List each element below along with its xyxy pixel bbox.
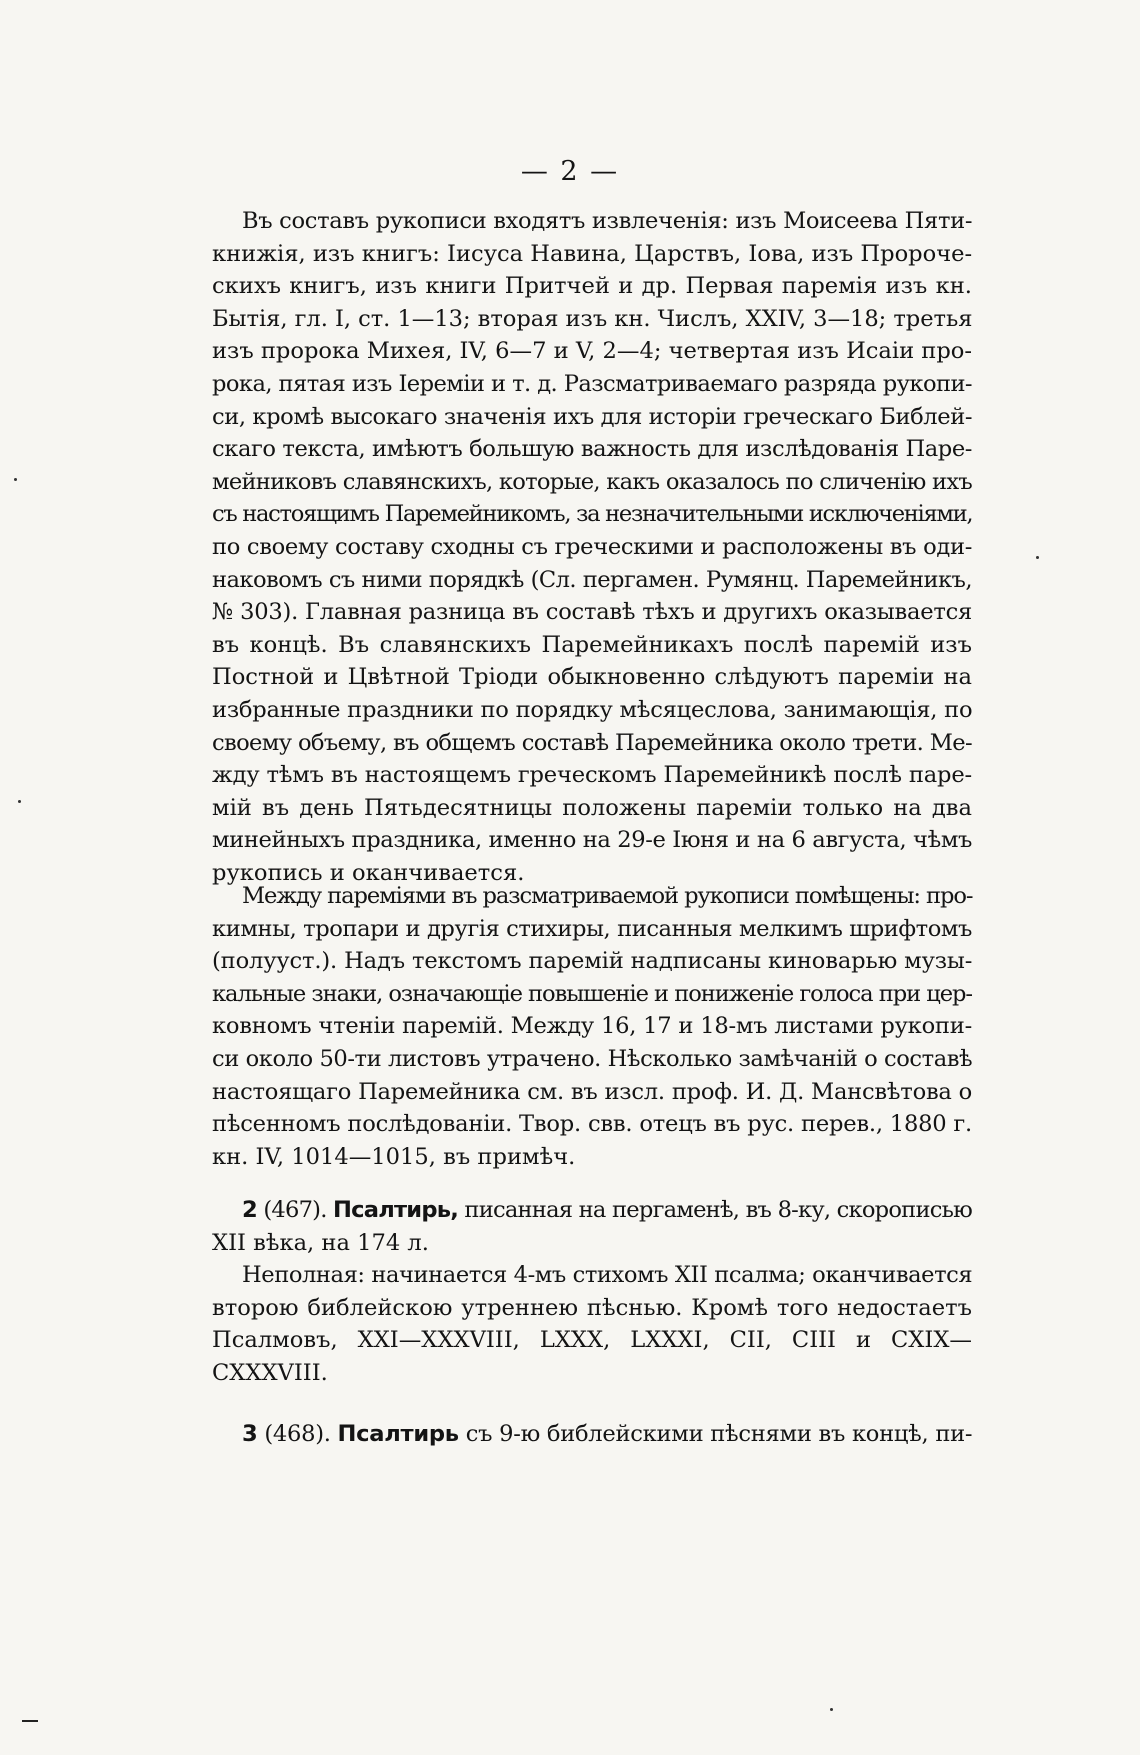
paragraph-manuscript-notes bbox=[212, 880, 972, 1173]
text-line: Бытія, гл. I, ст. 1—13; вторая изъ кн. Числъ, XXIV, 3—18; третья bbox=[212, 305, 973, 332]
scan-speck bbox=[18, 800, 21, 803]
text-line: рока, пятая изъ Іереміи и т. д. Разсматриваемаго разряда рукопи- bbox=[212, 370, 972, 397]
entry-title: Псалтирь, bbox=[333, 1197, 458, 1223]
entry-heading-text: съ 9-ю библейскими пѣснями въ концѣ, пи- bbox=[458, 1421, 973, 1447]
text-line: въ концѣ. Въ славянскихъ Паремейникахъ послѣ паремій изъ bbox=[212, 631, 972, 658]
entry-heading bbox=[212, 1418, 972, 1451]
text-line: жду тѣмъ въ настоящемъ греческомъ Паремейникѣ послѣ паре- bbox=[212, 762, 972, 789]
entry-heading-line-2: XII вѣка, на 174 л. bbox=[212, 1229, 429, 1256]
text-line: скаго текста, имѣютъ большую важность для изслѣдованія Паре- bbox=[212, 436, 972, 463]
text-line: настоящаго Паремейника см. въ изсл. проф. И. Д. Мансвѣтова о bbox=[212, 1078, 972, 1105]
text-line: второю библейскою утреннею пѣснью. Кромѣ того недостаетъ bbox=[212, 1294, 972, 1321]
text-line: Неполная: начинается 4-мъ стихомъ XII псалма; оканчивается bbox=[242, 1262, 973, 1289]
text-line: Псалмовъ, XXI—XXXVIII, LXXX, LXXXI, CII, CIII и CXIX— bbox=[212, 1327, 973, 1354]
text-line: Постной и Цвѣтной Тріоди обыкновенно слѣдуютъ пареміи на bbox=[212, 664, 972, 691]
text-line: мій въ день Пятьдесятницы положены пареміи только на два bbox=[212, 794, 972, 821]
text-line: книжія, изъ книгъ: Іисуса Навина, Царствъ, Іова, изъ Пророче- bbox=[212, 240, 973, 267]
text-line: съ настоящимъ Паремейникомъ, за незначительными исключеніями, bbox=[212, 501, 973, 528]
paragraph-manuscript-contents bbox=[212, 205, 972, 889]
text-line: кн. IV, 1014—1015, въ примѣч. bbox=[212, 1143, 576, 1170]
entry-inventory: (467). bbox=[256, 1197, 334, 1223]
entry-inventory: (468). bbox=[257, 1421, 338, 1447]
text-line: своему объему, въ общемъ составѣ Паремейника около трети. Ме- bbox=[212, 729, 972, 756]
page-number: — 2 — bbox=[520, 156, 620, 187]
text-line: пѣсенномъ послѣдованіи. Твор. свв. отецъ въ рус. перев., 1880 г. bbox=[212, 1111, 972, 1138]
text-line: кимны, тропари и другія стихиры, писанныя мелкимъ шрифтомъ bbox=[212, 915, 972, 942]
entry-number: 2 bbox=[242, 1197, 257, 1223]
text-line: по своему составу сходны съ греческими и расположены въ оди- bbox=[212, 533, 972, 560]
text-line: рукопись и оканчивается. bbox=[212, 859, 525, 886]
text-line: (полууст.). Надъ текстомъ паремій надписаны киноварью музы- bbox=[212, 948, 973, 975]
scan-speck bbox=[14, 478, 17, 481]
text-line: си около 50-ти листовъ утрачено. Нѣсколько замѣчаній о составѣ bbox=[212, 1045, 973, 1072]
scan-speck bbox=[830, 1708, 833, 1711]
text-line: CXXXVIII. bbox=[212, 1359, 328, 1386]
entry-title: Псалтирь bbox=[337, 1421, 459, 1447]
entry-heading bbox=[212, 1194, 972, 1227]
catalog-entry-468 bbox=[212, 1418, 972, 1451]
entry-number: 3 bbox=[242, 1421, 258, 1447]
text-line: ковномъ чтеніи паремій. Между 16, 17 и 18-мъ листами рукопи- bbox=[212, 1013, 972, 1040]
scan-mark bbox=[22, 1720, 38, 1722]
text-line: си, кромѣ высокаго значенія ихъ для исторіи греческаго Библей- bbox=[212, 403, 973, 430]
text-line: кальные знаки, означающіе повышеніе и пониженіе голоса при цер- bbox=[212, 980, 972, 1007]
text-line: мейниковъ славянскихъ, которые, какъ оказалось по сличенію ихъ bbox=[212, 468, 972, 495]
catalog-entry-467 bbox=[212, 1194, 972, 1390]
text-line: № 303). Главная разница въ составѣ тѣхъ и другихъ оказывается bbox=[212, 599, 972, 626]
scan-speck bbox=[1036, 556, 1039, 559]
text-line: Между пареміями въ разсматриваемой рукописи помѣщены: про- bbox=[242, 883, 973, 909]
text-line: минейныхъ праздника, именно на 29-е Іюня и на 6 августа, чѣмъ bbox=[212, 827, 972, 854]
text-line: скихъ книгъ, изъ книги Притчей и др. Первая паремія изъ кн. bbox=[212, 273, 972, 300]
text-line: наковомъ съ ними порядкѣ (Сл. пергамен. Румянц. Паремейникъ, bbox=[212, 566, 972, 593]
text-line: изъ пророка Михея, IV, 6—7 и V, 2—4; четвертая изъ Исаіи про- bbox=[212, 338, 972, 365]
entry-heading-text: писанная на пергаменѣ, въ 8-ку, скорописью bbox=[458, 1197, 972, 1223]
text-line: избранные праздники по порядку мѣсяцеслова, занимающія, по bbox=[212, 696, 973, 723]
text-line: Въ составъ рукописи входятъ извлеченія: изъ Моисеева Пяти- bbox=[242, 208, 973, 234]
